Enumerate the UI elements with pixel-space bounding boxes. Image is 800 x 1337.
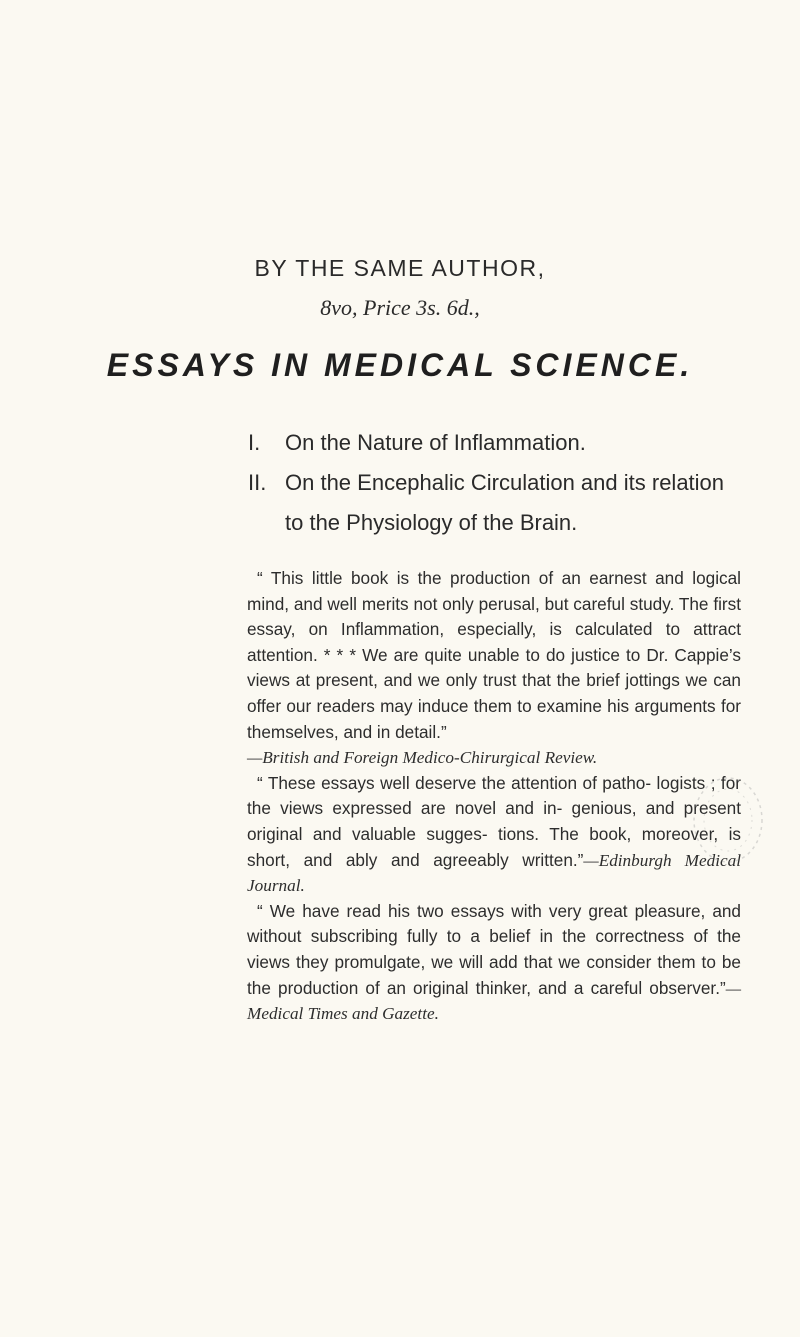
review-text: “ We have read his two essays with very great pleasure, and without subscribing fully to a belief in the correctness of the views they promulgate, we will add that we consider them to be the production of an original thinker, and a careful observer.” <box>247 900 741 998</box>
entry-text-line-1: On the Encephalic Circulation and its relation <box>285 470 725 495</box>
library-stamp-icon <box>688 772 768 868</box>
price-line: 8vo, Price 3s. 6d., <box>320 295 480 320</box>
contents-entry-2 <box>0 463 800 543</box>
entry-text <box>285 463 724 543</box>
reviews-section <box>247 566 741 1027</box>
review-text: “ These essays well deserve the attention of patho- logists ; for the views expressed are novel and in- genious, and present original and valuable sugges- tions. The book, moreover, is short, and ably and agreeably written.” <box>247 772 741 870</box>
review-quote <box>247 771 741 899</box>
entry-text-line-2: to the Physiology of the Brain. <box>285 510 578 535</box>
review-source: —British and Foreign Medico-Chirurgical Review. <box>247 748 598 768</box>
book-title: ESSAYS IN MEDICAL SCIENCE. <box>106 347 694 383</box>
review-quote <box>247 899 741 1027</box>
by-same-author-heading: BY THE SAME AUTHOR, <box>254 255 546 281</box>
entry-number: I. <box>248 430 261 455</box>
entry-text: On the Nature of Inflammation. <box>285 430 586 455</box>
contents-entry-1 <box>0 423 800 463</box>
review-source: —Medical Times and Gazette. <box>247 978 741 1024</box>
review-quote <box>247 566 741 771</box>
review-text: “ This little book is the production of an earnest and logical mind, and well merits not only perusal, but careful study. The first essay, on Inflammation, especially, is calculated to attract attention. * * * We are quite unable to do justice to Dr. Cappie’s views at present, and we only trust that the brief jottings we can offer our readers may induce them to examine his arguments for themselves, and in detail.” <box>247 568 741 742</box>
review-source: —Edinburgh Medical Journal. <box>247 850 741 896</box>
entry-number: II. <box>248 470 267 495</box>
